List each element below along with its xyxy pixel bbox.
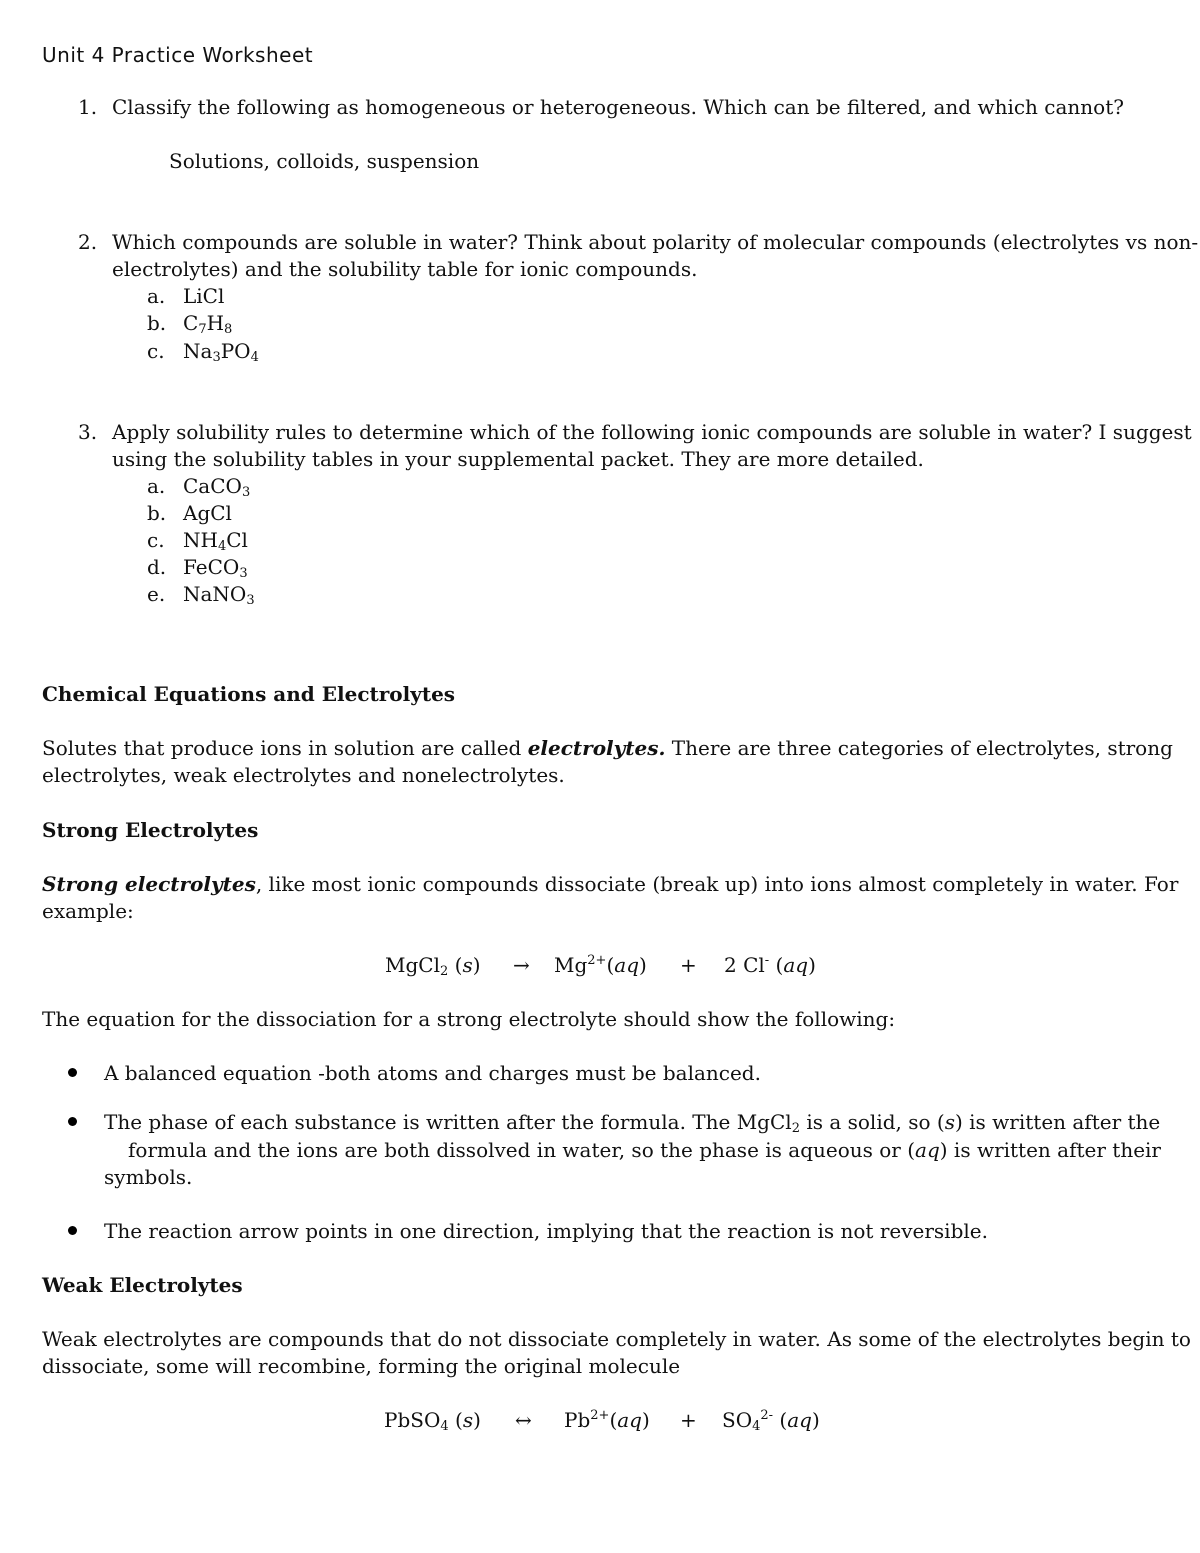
page-title: Unit 4 Practice Worksheet <box>42 43 314 67</box>
list-item: b. AgCl <box>147 501 232 525</box>
equation-plus: + <box>680 953 697 977</box>
question-3 <box>78 419 1192 446</box>
list-item: a. CaCO$_3$ <box>147 474 251 500</box>
bullet-item-2-line3: symbols. <box>104 1165 193 1189</box>
strong-paragraph: Strong electrolytes, like most ionic compounds dissociate (break up) into ions almost completely in water. For <box>42 872 1179 896</box>
list-item: e. NaNO$_3$ <box>147 582 255 608</box>
bullet-item-1: A balanced equation -both atoms and charges must be balanced. <box>104 1061 761 1085</box>
strong-paragraph-line2: example: <box>42 899 134 923</box>
question-3-line2: using the solubility tables in your supplemental packet. They are more detailed. <box>112 447 924 471</box>
question-number: 1. <box>78 95 98 119</box>
reaction-arrow-icon: → <box>513 953 530 977</box>
question-text: Apply solubility rules to determine which of the following ionic compounds are soluble in water? I suggest <box>112 420 1192 444</box>
list-item: c. $Na_3PO_4$ <box>147 339 259 365</box>
list-item: b. $C_7H_8$ <box>147 311 233 337</box>
section-heading: Chemical Equations and Electrolytes <box>42 682 456 706</box>
intro-paragraph-line2: electrolytes, weak electrolytes and nonelectrolytes. <box>42 763 565 787</box>
weak-paragraph-line2: dissociate, some will recombine, forming the original molecule <box>42 1354 681 1378</box>
weak-electrolytes-heading: Weak Electrolytes <box>42 1273 243 1297</box>
equation-product-2: $SO_4^{2-}$ (aq) <box>722 1408 820 1434</box>
equation-product-2: 2 Cl- (aq) <box>724 953 816 977</box>
reversible-arrow-icon: ↔ <box>515 1408 532 1432</box>
equation-plus: + <box>680 1408 697 1432</box>
question-text: Classify the following as homogeneous or heterogeneous. Which can be filtered, and which cannot? <box>112 95 1124 119</box>
equation-intro: The equation for the dissociation for a strong electrolyte should show the following: <box>42 1007 896 1031</box>
bullet-icon <box>68 1226 77 1235</box>
bullet-icon <box>68 1117 77 1126</box>
bullet-item-2-line2: formula and the ions are both dissolved in water, so the phase is aqueous or (aq) is written after their <box>128 1138 1161 1162</box>
question-2 <box>78 229 1198 256</box>
equation-product-1: $Pb^{2+}(aq)$ <box>564 1408 650 1432</box>
bullet-item-2: The phase of each substance is written after the formula. The MgCl$_2$ is a solid, so (s) is written after the <box>104 1110 1161 1136</box>
question-number: 2. <box>78 230 98 254</box>
list-item: a. LiCl <box>147 284 225 308</box>
question-2-line2: electrolytes) and the solubility table for ionic compounds. <box>112 257 698 281</box>
weak-paragraph: Weak electrolytes are compounds that do not dissociate completely in water. As some of the electrolytes begin to <box>42 1327 1191 1351</box>
strong-electrolytes-term: Strong electrolytes <box>42 872 256 896</box>
question-1 <box>78 94 1124 121</box>
equation-reactant: PbSO$_4$ (s) <box>384 1408 481 1434</box>
bullet-item-3: The reaction arrow points in one direction, implying that the reaction is not reversible. <box>104 1219 988 1243</box>
equation-reactant: MgCl$_2$ (s) <box>385 953 481 979</box>
strong-equation <box>0 952 1200 982</box>
weak-equation <box>0 1407 1200 1437</box>
question-1-terms: Solutions, colloids, suspension <box>169 149 480 173</box>
list-item: d. FeCO$_3$ <box>147 555 248 581</box>
electrolytes-term: electrolytes. <box>527 736 666 760</box>
question-number: 3. <box>78 420 98 444</box>
question-text: Which compounds are soluble in water? Think about polarity of molecular compounds (electrolytes vs non- <box>112 230 1199 254</box>
equation-product-1: $Mg^{2+}(aq)$ <box>554 953 647 977</box>
strong-electrolytes-heading: Strong Electrolytes <box>42 818 259 842</box>
intro-paragraph: Solutes that produce ions in solution are called electrolytes. There are three categories of electrolytes, strong <box>42 736 1173 760</box>
list-item: c. $NH_4Cl$ <box>147 528 248 554</box>
bullet-icon <box>68 1068 77 1077</box>
